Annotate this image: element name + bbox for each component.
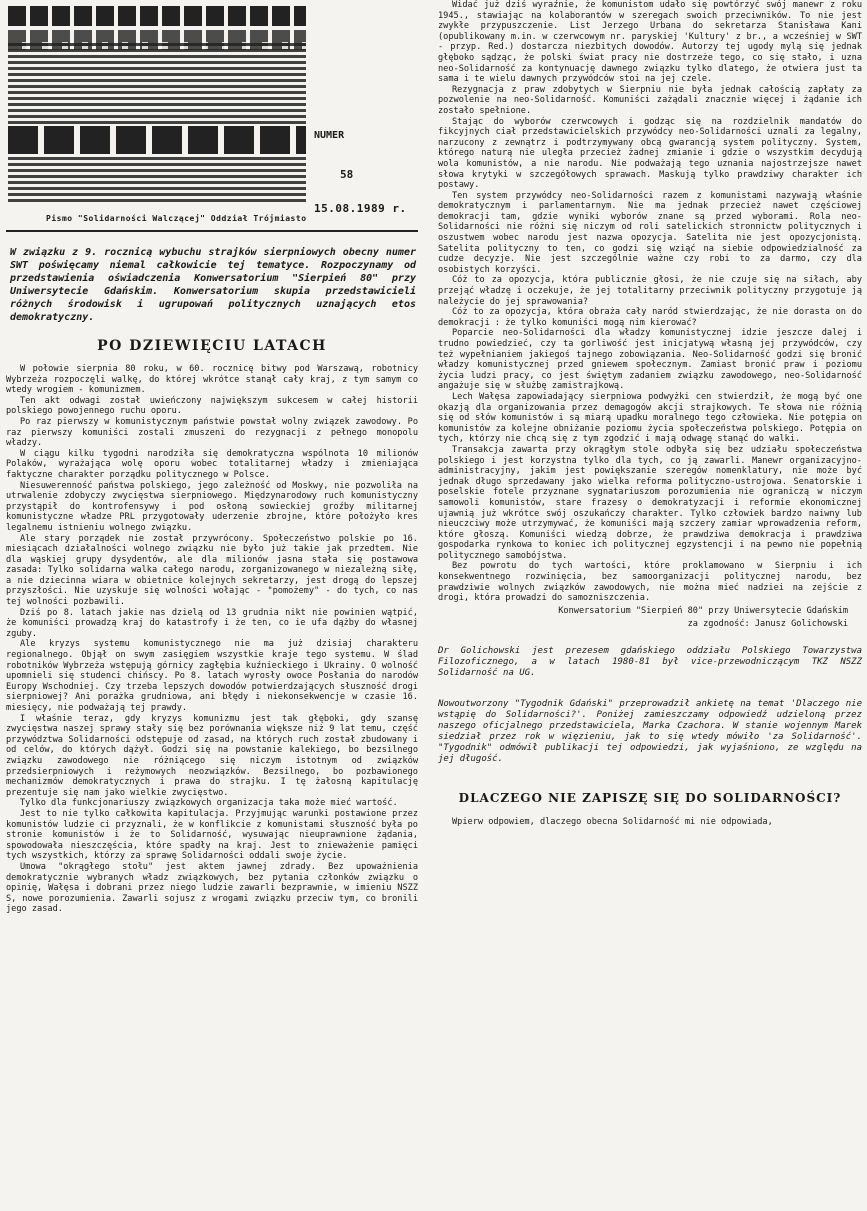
author-note: Dr Golichowski jest prezesem gdańskiego oddziału Polskiego Towarzystwa Filozoficznego, a w latach 1980-81 był vice-przewodniczącym TKZ NSZZ Solidarność na UG. [438, 645, 862, 678]
paragraph: Jest to nie tylko całkowita kapitulacja. Przyjmując warunki postawione przez komunistów ludzie ci przyznali, że w konflikcie z komunistami słuszność była po stronie komunistów i że to Solidarność, wysuwając nieuprawnione żądania, spowodowała nieszczęścia, które spadły na kraj. Jest to znieważenie pamięci tych wszystkich, którzy za sprawę Solidarności oddali swoje życie. [6, 808, 418, 862]
paragraph: Cóż to za opozycja, która publicznie głosi, że nie czuje się na siłach, aby przejąć władzę i oczekuje, że jej totalitarny przeciwnik polityczny przygotuje ją należycie do jej sprawowania? [438, 275, 862, 307]
paragraph: Bez powrotu do tych wartości, które proklamowano w Sierpniu i ich konsekwentnego rozwinięcia, bez samoorganizacji politycznej narodu, bez prawdziwie wolnych związków zawodowych, nie można mieć nadziei na zejście z drogi, która prowadzi do samozniszczenia. [438, 561, 862, 604]
paragraph: Cóż to za opozycja, która obraża cały naród stwierdzając, że nie dorasta on do demokracji : że tylko komuniści mogą nim kierować? [438, 307, 862, 328]
masthead-logo [8, 6, 306, 206]
paragraph: Ale kryzys systemu komunistycznego nie ma już dzisiaj charakteru regionalnego. Objął on swym zasięgiem wszystkie kraje tego systemu. W ślad robotników Wybrzeża wstępują górnicy zagłębia kuźnieckiego i Ukrainy. O wolność upomnieli się studenci chińscy. Po 8. latach wyrosły owoce Posłania do narodów Europy Wschodniej. Czy trzeba lepszych dowodów potwierdzających słuszność drogi sierpniowej? Ani porażka grudniowa, ani błędy i niekonsekwencje w czasie 16. miesięcy, nie podważają tej prawdy. [6, 639, 418, 713]
paragraph: Ten system przywódcy neo-Solidarności razem z komunistami nazywają właśnie demokratycznym i parlamentarnym. Nie ma jednak przecież nawet częściowej demokracji tam, gdzie wyniki wyborów znane są przed wyborami. Rola neo-Solidarności nie różni się niczym od roli satelickich stronnictw politycznych i oszustwem wobec narodu jest nazwa opozycja. Satelita nie jest opozycjonistą. Satelita polityczny to ten, co godzi się wziąć na siebie odpowiedzialność za cudze decyzje. Nie jest szczególnie ważne czy robi to za darmo, czy dla osobistych korzyści. [438, 190, 862, 275]
masthead-subtitle: Pismo "Solidarności Walczącej" Oddział Trójmiasto [46, 214, 307, 223]
article-heading: PO DZIEWIĘCIU LATACH [97, 338, 327, 354]
paragraph: Po raz pierwszy w komunistycznym państwie powstał wolny związek zawodowy. Po raz pierwszy komuniści zostali zmuszeni do rezygnacji z pełnego monopolu władzy. [6, 416, 418, 449]
editorial-note: Nowoutworzony "Tygodnik Gdański" przeprowadził ankietę na temat 'Dlaczego nie wstąpię do Solidarności?'. Poniżej zamieszczamy odpowiedź udzieloną przez naszego oficjalnego przedstawiciela, Marka Czachora. W stanie wojennym Marek siedział przez rok w więzieniu, jak to się wtedy mówiło 'za Solidarność'. "Tygodnik" odmówił publikacji tej odpowiedzi, jak wyjaśniono, ze względu na jej długość. [438, 698, 862, 764]
second-article-heading: DLACZEGO NIE ZAPISZĘ SIĘ DO SOLIDARNOŚCI? [458, 790, 842, 805]
issue-number-label: NUMER [314, 130, 345, 141]
article-body-left [6, 364, 418, 915]
signature-name: za zgodność: Janusz Golichowski [687, 618, 848, 629]
paragraph: Dziś po 8. latach jakie nas dzielą od 13 grudnia nikt nie powinien wątpić, że komuniści prowadzą kraj do katastrofy i że ten, co ie ufa dążby do własnej zguby. [6, 607, 418, 639]
paragraph: Tylko dla funkcjonariuszy związkowych organizacja taka może mieć wartość. [20, 798, 398, 809]
paragraph: W połowie sierpnia 80 roku, w 60. rocznicę bitwy pod Warszawą, robotnicy Wybrzeża rozpoczęli walkę, do której wkrótce stanął cały kraj, z tym samym co wtedy wrogiem - komunizmem. [6, 364, 418, 396]
right-column [438, 0, 862, 1211]
paragraph: Umowa "okrągłego stołu" jest aktem jawnej zdrady. Bez upoważnienia demokratycznie wybranych władz związkowych, bez pytania członków związku o opinię, Wałęsa i dobrani przez niego ludzie zawarli bezprawnie, w imieniu NSZZ S, nowe porozumienia. Zawarli sojusz z wrogami związku przeciw tym, co bronili jego zasad. [6, 861, 418, 915]
paragraph: Ten akt odwagi został uwieńczony największym sukcesem w całej historii polskiego powojennego ruchu oporu. [6, 395, 418, 417]
second-article-first-line: Wpierw odpowiem, dlaczego obecna Solidarność mi nie odpowiada, [452, 816, 773, 827]
paragraph: Transakcja zawarta przy okrągłym stole odbyła się bez udziału społeczeństwa polskiego i jest korzystna tylko dla tych, co ją zawarli. Manewr organizacyjno-administracyjny, jakim jest powiększanie szeregów nomenklatury, nie może być jednak długo sprzedawany jako wielka reforma polityczno-ustrojowa. Senatorskie i poselskie fotele przyznane sygnatariuszom porozumienia nie ograniczą w niczym samowoli komunistów, stare frazesy o demokratyzacji i reformie ekonomicznej ujawnią już wkrótce swój oszukańczy charakter. Tylko człowiek bardzo naiwny lub nieuczciwy może utrzymywać, że komuniści mają szczery zamiar wprowadzenia reform, które głoszą. Komuniści wiedzą dobrze, że prawdziwa demokracja i prawdziwa gospodarka rynkowa to koniec ich politycznej egzystencji i na pewno nie popełnią politycznego samobójstwa. [438, 444, 862, 561]
paragraph: Ale stary porządek nie został przywrócony. Społeczeństwo polskie po 16. miesiącach działalności wolnego związku nie było już takie jak przedtem. Nie dla wąskiej grupy dysydentów, ale dla milionów jasna stała się postawowa zasada: Tylko solidarna walka całego narodu, zorganizowanego w niezależną siłę, a nie dziecinna wiara w obietnice kolejnych sekretarzy, jest drogą do lepszej przyszłości. Nie uzyskuje się wolności wołając - "pomożemy" - do tych, co nas tej wolności pozbawili. [6, 533, 418, 608]
intro-text: W związku z 9. rocznicą wybuchu strajków sierpniowych obecny numer SWT poświęcamy niemal całkowicie tej tematyce. Rozpoczynamy od przedstawienia oświadczenia Konwersatorium "Sierpień 80" przy Uniwersytecie Gdańskim. Konwersatorium skupia przedstawicieli różnych środowisk i ugrupowań politycznych uznających etos demokratyczny. [10, 247, 416, 323]
left-column [6, 0, 418, 1211]
paragraph: I właśnie teraz, gdy kryzys komunizmu jest tak głęboki, gdy szansę zwycięstwa naszej sprawy stały się bez porównania większe niż 9 lat temu, część przywództwa Solidarności odstępuje od zasad, na których ruch został zbudowany i od celów, do których dążył. Godzi się na powstanie kalekiego, bo bezsilnego związku zawodowego nie różniącego się niczym istotnym od związków przedsierpniowych i reżymowych neozwiązków. Bezsilnego, bo pozbawionego mechanizmów demokratycznych i prawa do strajku. I tę żałosną kapitulację prezentuje się nam jako wielkie zwycięstwo. [6, 713, 418, 798]
paragraph: Rezygnacja z praw zdobytych w Sierpniu nie była jednak całością zapłaty za pozwolenie na neo-Solidarność. Komuniści zażądali znacznie więcej i żądanie ich zostało spełnione. [438, 84, 862, 116]
issue-date: 15.08.1989 r. [314, 202, 407, 215]
paragraph: Lech Wałęsa zapowiadający sierpniowa podwyżki cen stwierdził, że mogą być one okazją dla organizowania przez demagogów akcji strajkowych. Te słowa nie różnią się od słów komunistów i są miarą upadku moralnego tego człowieka. Nie potępia on komunistów za kolejne obniżanie poziomu życia społeczeństwa polskiego. Potępia on tych, którzy nie chcą się z tym zgodzić i mają odwagę stanąć do walki. [438, 391, 862, 445]
paragraph: Poparcie neo-Solidarności dla władzy komunistycznej idzie jeszcze dalej i trudno powiedzieć, czy ta gorliwość jest inicjatywą własną jej przywódców, czy też wypełnianiem jakiegoś tajnego zobowiązania. Neo-Solidarność godzi się bronić władzy komunistycznej przed gniewem społecznym. Zamiast bronić praw i poziomu życia ludzi pracy, co jest świętym zadaniem związku zawodowego, neo-Solidarność angażuje się w służbę zamistrajkową. [438, 328, 862, 392]
masthead [6, 0, 418, 232]
issue-number: 58 [340, 168, 354, 181]
signature-organization: Konwersatorium "Sierpień 80" przy Uniwersytecie Gdańskim [558, 605, 848, 616]
article-body-right [438, 0, 862, 604]
paragraph: Stając do wyborów czerwcowych i godząc się na rozdzielnik mandatów do fikcyjnych ciał przedstawicielskich przywódcy neo-Solidarności uznali za legalny, narzucony z zewnątrz i podtrzymywany obcą gwarancją system polityczny. System, którego naturą nie uległa przecież żadnej zmianie i gdzie o wszystkim decydują wola komunistów, a nie narodu. Nie podważają tego uznania najostrzejsze nawet słowa krytyki w szczegółowych sprawach. Maskują tylko prawdziwy charakter ich postawy. [438, 116, 862, 191]
paragraph: W ciągu kilku tygodni narodziła się demokratyczna wspólnota 10 milionów Polaków, wyrażająca wolę oporu wobec totalitarnej władzy i zmieniająca faktyczne charakter porządku politycznego w Polsce. [6, 448, 418, 480]
paragraph: Niesuwerenność państwa polskiego, jego zależność od Moskwy, nie pozwoliła na utrwalenie zdobyczy zwycięstwa sierpniowego. Międzynarodowy ruch komunistyczny przystąpił do kontrofensywy i pod osłoną sowieckiej groźby militarnej komunistyczne władze PRL przygotowały uderzenie zbrojne, które położyło kres legalnemu istnieniu wolnego związku. [6, 480, 418, 533]
paragraph: Widać już dziś wyraźnie, że komunistom udało się powtórzyć swój manewr z roku 1945., stawiając na kolaborantów w szeregach swoich przeciwników. To nie jest zwykłe przypuszczenie. List Jerzego Urbana do sekretarza Stanisława Kani (opublikowany m.in. w czerwcowym nr. paryskiej 'Kultury' z br., a wcześniej w SWT - przyp. Red.) dostarcza niezbitych dowodów. Autorzy tej ugody mylą się jednak głęboko sądząc, że polski świat pracy nie dostrzeże tego, co się stało, i uzna neo-Solidarność za kontynuację dawnego związku tylko dlatego, że otwiera just ta sama i te wielu dawnych przywódców stoi na jej czele. [438, 0, 862, 85]
